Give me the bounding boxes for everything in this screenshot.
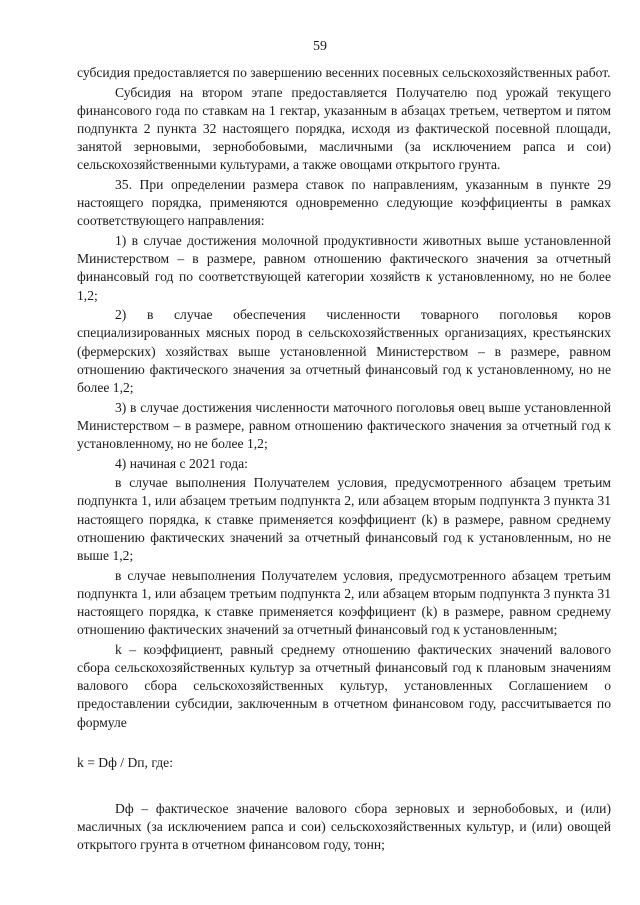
paragraph-subitem-1: 1) в случае достижения молочной продуктивности животных выше установленной Министерством – в размере, равном отношению фактического значения за отчетный финансовый год по соответствующей категории хозяйств к установленному, но не более 1,2; — [77, 233, 611, 303]
paragraph-k-definition: k – коэффициент, равный среднему отношению фактических значений валового сбора сельскохозяйственных культур за отчетный финансовый год к плановым значениям валового сбора сельскохозяйственных культур, установленных Соглашением о предоставлении субсидии, заключенным в отчетном финансовом году, рассчитывается по формуле — [77, 641, 611, 730]
page-number: 59 — [313, 39, 327, 54]
paragraph-subitem-4: 4) начиная с 2021 года: — [115, 455, 248, 471]
paragraph-item-35: 35. При определении размера ставок по направлениям, указанным в пункте 29 настоящего порядка, применяются одновременно следующие коэффициенты в рамках соответствующего направления: — [77, 177, 611, 229]
paragraph-subsidy-second-stage: Субсидия на втором этапе предоставляется Получателю под урожай текущего финансового года по ставкам на 1 гектар, указанным в абзацах третьем, четвертом и пятом подпункта 2 пункта 32 настоящего порядка, исходя из фактической посевной площади, занятой зерновыми, зернобобовыми, масличными (за исключением рапса и сои) сельскохозяйственными культурами, а также овощами открытого грунта. — [77, 84, 611, 173]
paragraph-subsidy-spring: субсидия предоставляется по завершению весенних посевных сельскохозяйственных работ. — [77, 65, 611, 80]
paragraph-df-definition: Dф – фактическое значение валового сбора зерновых и зернобобовых, и (или) масличных (за исключением рапса и сои) сельскохозяйственных культур, и (или) овощей открытого грунта в отчетном финансовом году, тонн; — [77, 801, 611, 853]
paragraph-condition-not-met: в случае невыполнения Получателем условия, предусмотренного абзацем третьим подпункта 1, или абзацем третьим подпункта 2, или абзацем вторым подпункта 3 пункта 31 настоящего порядка, к ставке применяется коэффициент (k) в размере, равном среднему отношению фактических значений за отчетный финансовый год к установленным; — [77, 567, 611, 638]
paragraph-subitem-3: 3) в случае достижения численности маточного поголовья овец выше установленной Министерством – в размере, равном отношению фактического значения за отчетный год к установленному, но не более 1,2; — [77, 399, 611, 452]
paragraph-subitem-2: 2) в случае обеспечения численности товарного поголовья коров специализированных мясных пород в сельскохозяйственных организациях, крестьянских (фермерских) хозяйствах выше установленной Министерством – в размере, равном отношению фактического значения за отчетный финансовый год к установленному, но не более 1,2; — [77, 307, 611, 396]
paragraph-condition-met: в случае выполнения Получателем условия, предусмотренного абзацем третьим подпункта 1, или абзацем третьим подпункта 2, или абзацем вторым подпункта 3 пункта 31 настоящего порядка, к ставке применяется коэффициент (k) в размере, равном среднему отношению фактических значений за отчетный финансовый год к установленным, но не выше 1,2; — [77, 475, 611, 564]
document-body — [77, 64, 611, 856]
formula: k = Dф / Dп, где: — [77, 754, 173, 770]
